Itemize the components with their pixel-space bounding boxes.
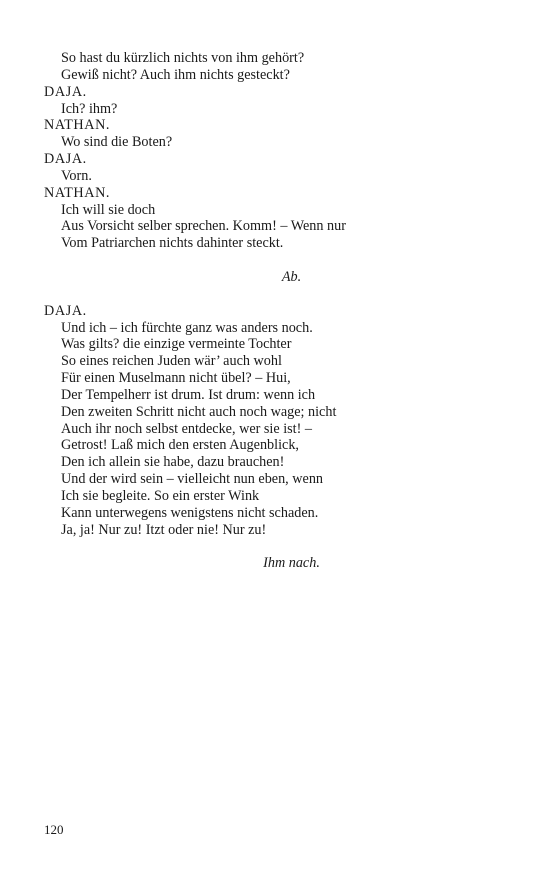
verse-line: Aus Vorsicht selber sprechen. Komm! – Wenn nur — [61, 218, 346, 235]
speaker-name: DAJA. — [44, 83, 87, 100]
verse-line: Den ich allein sie habe, dazu brauchen! — [61, 454, 285, 471]
verse-line: Was gilts? die einzige vermeinte Tochter — [61, 336, 292, 353]
speaker-name: DAJA. — [44, 151, 87, 168]
verse-line: Der Tempelherr ist drum. Ist drum: wenn ich — [61, 386, 316, 403]
spacer — [44, 286, 514, 303]
verse-line: Ich? ihm? — [61, 100, 118, 117]
verse-line: Vorn. — [61, 167, 92, 184]
spacer — [44, 538, 514, 555]
stage-direction-follow: Ihm nach. — [263, 555, 320, 572]
verse-line: Wo sind die Boten? — [61, 134, 173, 151]
verse-line: Vom Patriarchen nichts dahinter steckt. — [61, 235, 284, 252]
verse-line: Und ich – ich fürchte ganz was anders noch. — [61, 319, 313, 336]
page-text — [44, 50, 514, 572]
spacer — [44, 252, 514, 269]
verse-line: Und der wird sein – vielleicht nun eben, wenn — [61, 471, 324, 488]
verse-line: Kann unterwegens wenigstens nicht schaden. — [61, 504, 319, 521]
verse-line: Getrost! Laß mich den ersten Augenblick, — [61, 437, 299, 454]
verse-line: So hast du kürzlich nichts von ihm gehört? — [61, 50, 305, 66]
verse-line: Gewiß nicht? Auch ihm nichts gesteckt? — [61, 66, 290, 83]
dialogue-block-2 — [44, 303, 514, 539]
speaker-name: NATHAN. — [44, 184, 111, 201]
verse-line: Den zweiten Schritt nicht auch noch wage; nicht — [61, 403, 337, 420]
page-number: 120 — [44, 822, 64, 837]
stage-direction-exit: Ab. — [281, 268, 302, 285]
verse-line: Für einen Muselmann nicht übel? – Hui, — [61, 370, 291, 387]
verse-line: Ja, ja! Nur zu! Itzt oder nie! Nur zu! — [61, 521, 267, 538]
verse-line: Ich will sie doch — [61, 201, 156, 218]
verse-line: Auch ihr noch selbst entdecke, wer sie ist! – — [61, 420, 312, 437]
verse-line: Ich sie begleite. So ein erster Wink — [61, 487, 260, 504]
speaker-name: DAJA. — [44, 302, 87, 319]
speaker-name: NATHAN. — [44, 117, 111, 134]
verse-line: So eines reichen Juden wär’ auch wohl — [61, 353, 282, 370]
dialogue-block-1 — [44, 50, 514, 252]
